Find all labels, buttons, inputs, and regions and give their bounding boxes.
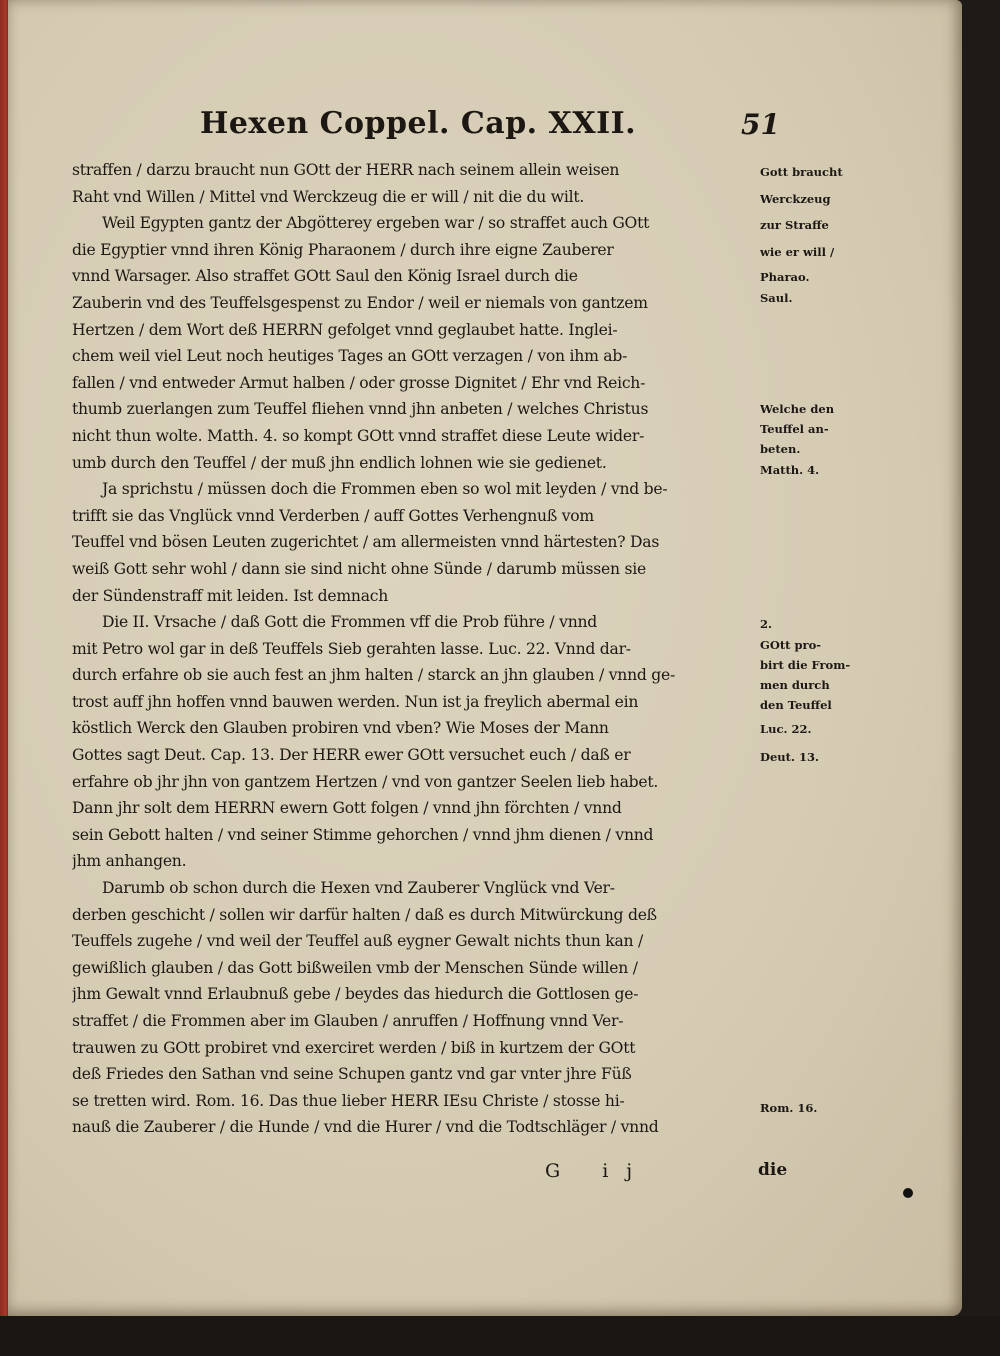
- text-line: umb durch den Teuffel / der muß jhn endlich lohnen wie sie gedienet.: [72, 453, 607, 472]
- text-line: straffet / die Frommen aber im Glauben / anruffen / Hoffnung vnnd Ver-: [72, 1012, 624, 1030]
- text-line: Raht vnd Willen / Mittel vnd Werckzeug die er will / nit die du wilt.: [72, 187, 585, 206]
- margin-note: Deut. 13.: [760, 750, 819, 765]
- text-line: deß Friedes den Sathan vnd seine Schupen gantz vnd gar vnter jhre Füß: [72, 1065, 632, 1084]
- text-line: jhm anhangen.: [72, 852, 187, 871]
- text-line: derben geschicht / sollen wir darfür halten / daß es durch Mitwürckung deß: [72, 905, 657, 924]
- margin-note: Saul.: [760, 291, 793, 306]
- text-line: jhm Gewalt vnnd Erlaubnuß gebe / beydes das hiedurch die Gottlosen ge-: [72, 985, 639, 1004]
- text-line: Die II. Vrsache / daß Gott die Frommen vff die Prob führe / vnnd: [102, 613, 598, 632]
- margin-note: Teuffel an-: [760, 421, 829, 436]
- text-line: Ja sprichstu / müssen doch die Frommen eben so wol mit leyden / vnd be-: [102, 480, 668, 499]
- text-line: se tretten wird. Rom. 16. Das thue lieber HERR IEsu Christe / stosse hi-: [72, 1091, 625, 1110]
- margin-note: birt die From-: [760, 658, 851, 673]
- text-line: erfahre ob jhr jhn von gantzem Hertzen / vnd von gantzer Seelen lieb habet.: [72, 772, 659, 791]
- text-line: straffen / darzu braucht nun GOtt der HERR nach seinem allein weisen: [72, 161, 620, 179]
- text-line: Dann jhr solt dem HERRN ewern Gott folgen / vnnd jhn förchten / vnnd: [72, 799, 622, 818]
- text-line: Hertzen / dem Wort deß HERRN gefolget vnnd geglaubet hatte. Inglei-: [72, 320, 618, 339]
- running-title: Hexen Coppel. Cap. XXII.: [200, 106, 637, 141]
- margin-note: Rom. 16.: [760, 1101, 818, 1116]
- body-text: [72, 157, 767, 1141]
- text-line: nauß die Zauberer / die Hunde / vnd die Hurer / vnd die Todtschläger / vnnd: [72, 1118, 659, 1137]
- margin-note: Luc. 22.: [760, 722, 812, 737]
- text-line: gewißlich glauben / das Gott bißweilen vmb der Menschen Sünde willen /: [72, 958, 638, 977]
- text-line: köstlich Werck den Glauben probiren vnd vben? Wie Moses der Mann: [72, 719, 609, 738]
- page-bottom-shadow: [0, 1316, 1000, 1356]
- text-line: chem weil viel Leut noch heutiges Tages an GOtt verzagen / von ihm ab-: [72, 347, 628, 366]
- text-line: sein Gebott halten / vnd seiner Stimme gehorchen / vnnd jhm dienen / vnnd: [72, 825, 654, 844]
- text-line: Darumb ob schon durch die Hexen vnd Zauberer Vnglück vnd Ver-: [102, 879, 615, 898]
- text-line: fallen / vnd entweder Armut halben / oder grosse Dignitet / Ehr vnd Reich-: [72, 373, 646, 392]
- margin-note: Welche den: [760, 401, 835, 416]
- margin-note: Gott braucht: [760, 165, 843, 179]
- text-line: Teuffel vnd bösen Leuten zugerichtet / am allermeisten vnnd härtesten? Das: [72, 533, 660, 552]
- text-line: weiß Gott sehr wohl / dann sie sind nicht ohne Sünde / darumb müssen sie: [72, 559, 646, 578]
- text-line: trifft sie das Vnglück vnnd Verderben / auff Gottes Verhengnuß vom: [72, 506, 594, 525]
- margin-note: wie er will /: [760, 244, 835, 259]
- margin-note: Matth. 4.: [760, 462, 820, 477]
- text-line: durch erfahre ob sie auch fest an jhm halten / starck an jhn glauben / vnnd ge-: [72, 666, 676, 685]
- margin-note: Pharao.: [760, 270, 810, 285]
- text-line: mit Petro wol gar in deß Teuffels Sieb gerahten lasse. Luc. 22. Vnnd dar-: [72, 639, 631, 658]
- text-line: trauwen zu GOtt probiret vnd exerciret werden / biß in kurtzem der GOtt: [72, 1038, 636, 1057]
- margin-note: GOtt pro-: [760, 638, 822, 653]
- text-line: vnnd Warsager. Also straffet GOtt Saul den König Israel durch die: [72, 267, 578, 286]
- text-line: Teuffels zugehe / vnd weil der Teuffel auß eygner Gewalt nichts thun kan /: [72, 932, 644, 951]
- text-line: Gottes sagt Deut. Cap. 13. Der HERR ewer GOtt versuchet euch / daß er: [72, 746, 631, 765]
- text-line: trost auff jhn hoffen vnnd bauwen werden. Nun ist ja freylich abermal ein: [72, 692, 639, 711]
- ink-dot: [903, 1188, 913, 1198]
- margin-note: den Teuffel: [760, 698, 832, 713]
- text-line: die Egyptier vnnd ihren König Pharaonem / durch ihre eigne Zauberer: [72, 240, 614, 259]
- margin-note: beten.: [760, 441, 801, 456]
- text-line: Weil Egypten gantz der Abgötterey ergeben war / so straffet auch GOtt: [102, 214, 650, 233]
- text-line: der Sündenstraff mit leiden. Ist demnach: [72, 586, 389, 605]
- text-line: thumb zuerlangen zum Teuffel fliehen vnnd jhn anbeten / welches Christus: [72, 400, 649, 419]
- text-line: Zauberin vnd des Teuffelsgespenst zu Endor / weil er niemals von gantzem: [72, 293, 648, 312]
- margin-note: 2.: [760, 617, 773, 632]
- signature-mark: G ij: [545, 1160, 651, 1182]
- catchword: die: [758, 1160, 788, 1180]
- margin-note: zur Straffe: [760, 218, 829, 233]
- text-line: nicht thun wolte. Matth. 4. so kompt GOtt vnnd straffet diese Leute wider-: [72, 426, 645, 445]
- margin-note: men durch: [760, 678, 830, 693]
- margin-note: Werckzeug: [760, 191, 831, 206]
- page-number: 51: [741, 108, 780, 141]
- page-header: [200, 106, 780, 150]
